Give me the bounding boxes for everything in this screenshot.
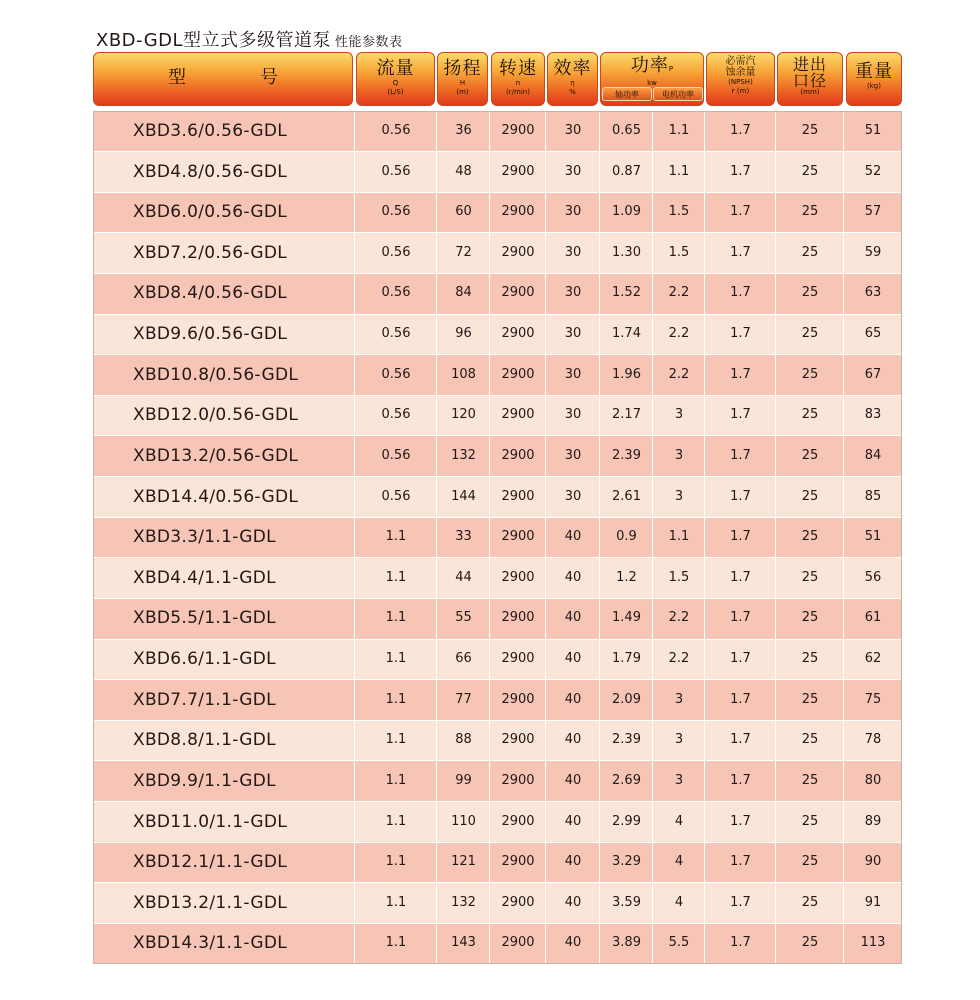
cell-motor-power: 4 (674, 894, 684, 910)
cell-shaft-power: 1.2 (616, 569, 637, 585)
cell-shaft-power: 2.39 (612, 732, 641, 748)
cell-speed: 2900 (501, 488, 535, 504)
performance-table (93, 111, 902, 964)
cell-npsh: 1.7 (730, 366, 751, 382)
cell-npsh: 1.7 (730, 732, 751, 748)
cell-efficiency: 40 (564, 569, 582, 585)
cell-speed: 2900 (501, 813, 535, 829)
cell-shaft-power: 0.65 (612, 123, 641, 138)
cell-head: 110 (451, 813, 476, 829)
cell-efficiency: 30 (564, 123, 582, 138)
cell-model: XBD13.2/1.1-GDL (133, 892, 288, 913)
cell-motor-power: 3 (674, 732, 684, 748)
cell-flow: 0.56 (381, 447, 411, 463)
cell-bore: 25 (801, 244, 819, 260)
cell-speed: 2900 (501, 123, 535, 138)
cell-head: 55 (455, 610, 472, 626)
cell-speed: 2900 (501, 894, 535, 910)
cell-model: XBD10.8/0.56-GDL (133, 364, 299, 385)
cell-weight: 56 (864, 569, 882, 585)
cell-model: XBD9.9/1.1-GDL (133, 770, 276, 791)
cell-bore: 25 (801, 935, 819, 951)
cell-efficiency: 40 (564, 772, 582, 788)
cell-speed: 2900 (501, 447, 535, 463)
cell-shaft-power: 3.59 (612, 894, 641, 910)
cell-flow: 0.56 (381, 488, 411, 504)
cell-flow: 1.1 (385, 732, 407, 748)
header-weight (846, 52, 902, 106)
cell-npsh: 1.7 (730, 204, 751, 220)
cell-npsh: 1.7 (730, 407, 751, 423)
cell-flow: 1.1 (385, 854, 407, 870)
cell-head: 108 (451, 366, 476, 382)
header-head-label: 扬程 (443, 58, 482, 79)
cell-speed: 2900 (501, 244, 535, 260)
cell-weight: 63 (864, 285, 882, 301)
cell-shaft-power: 2.17 (612, 407, 641, 423)
header-model (93, 52, 353, 106)
cell-speed: 2900 (501, 732, 535, 748)
header-power-unit: P (668, 65, 674, 73)
cell-shaft-power: 2.69 (612, 772, 641, 788)
cell-weight: 84 (864, 447, 882, 463)
header-npsh-line4: r (m) (731, 87, 750, 95)
table-frame (93, 111, 902, 964)
title-main: XBD-GDL型立式多级管道泵 (96, 30, 332, 51)
cell-speed: 2900 (501, 691, 535, 707)
cell-npsh: 1.7 (730, 244, 751, 260)
header-weight-unit: (kg) (867, 82, 881, 90)
cell-motor-power: 1.1 (668, 163, 690, 179)
cell-efficiency: 30 (564, 326, 582, 342)
cell-bore: 25 (801, 813, 819, 829)
cell-efficiency: 30 (564, 163, 582, 179)
header-shaft-power: 轴功率 (602, 87, 652, 101)
cell-bore: 25 (801, 691, 819, 707)
cell-motor-power: 3 (674, 407, 684, 423)
cell-npsh: 1.7 (730, 691, 751, 707)
header-speed-unit: n (515, 79, 521, 87)
header-flow (356, 52, 435, 106)
cell-weight: 52 (864, 163, 882, 179)
cell-motor-power: 2.2 (668, 651, 690, 667)
cell-weight: 85 (864, 488, 882, 504)
cell-bore: 25 (801, 407, 819, 423)
cell-efficiency: 30 (564, 204, 582, 220)
cell-speed: 2900 (501, 285, 535, 301)
cell-shaft-power: 2.99 (612, 813, 641, 829)
cell-motor-power: 3 (674, 447, 684, 463)
cell-motor-power: 1.5 (668, 569, 690, 585)
header-head-unit: H (459, 79, 466, 87)
cell-efficiency: 40 (564, 691, 582, 707)
header-efficiency (547, 52, 598, 106)
cell-flow: 0.56 (381, 285, 411, 301)
cell-shaft-power: 2.39 (612, 447, 641, 463)
cell-bore: 25 (801, 366, 819, 382)
cell-bore: 25 (801, 326, 819, 342)
cell-bore: 25 (801, 854, 819, 870)
header-head (437, 52, 488, 106)
cell-weight: 67 (864, 366, 882, 382)
cell-bore: 25 (801, 894, 819, 910)
cell-weight: 62 (864, 651, 882, 667)
cell-npsh: 1.7 (730, 326, 751, 342)
cell-model: XBD7.2/0.56-GDL (133, 242, 288, 263)
cell-bore: 25 (801, 610, 819, 626)
title-sub: 性能参数表 (335, 35, 403, 50)
header-efficiency-unit2: % (569, 88, 576, 96)
cell-weight: 113 (860, 935, 886, 951)
cell-motor-power: 4 (674, 813, 684, 829)
cell-speed: 2900 (501, 204, 535, 220)
cell-efficiency: 40 (564, 651, 582, 667)
cell-weight: 83 (864, 407, 882, 423)
cell-weight: 91 (864, 894, 882, 910)
cell-bore: 25 (801, 732, 819, 748)
cell-bore: 25 (801, 569, 819, 585)
cell-motor-power: 3 (674, 691, 684, 707)
cell-model: XBD3.3/1.1-GDL (133, 527, 276, 548)
header-bore (777, 52, 843, 106)
cell-npsh: 1.7 (730, 854, 751, 870)
cell-bore: 25 (801, 488, 819, 504)
cell-efficiency: 40 (564, 894, 582, 910)
cell-shaft-power: 0.9 (616, 529, 637, 545)
cell-head: 143 (451, 935, 476, 951)
cell-motor-power: 1.5 (668, 204, 690, 220)
cell-weight: 51 (864, 529, 882, 545)
cell-model: XBD14.4/0.56-GDL (133, 486, 299, 507)
cell-bore: 25 (801, 163, 819, 179)
cell-flow: 1.1 (385, 569, 407, 585)
cell-head: 60 (455, 204, 472, 220)
cell-flow: 0.56 (381, 204, 411, 220)
cell-model: XBD14.3/1.1-GDL (133, 933, 288, 954)
cell-bore: 25 (801, 651, 819, 667)
cell-bore: 25 (801, 772, 819, 788)
header-motor-power: 电机功率 (653, 87, 703, 101)
cell-speed: 2900 (501, 935, 535, 951)
cell-flow: 0.56 (381, 244, 411, 260)
cell-motor-power: 3 (674, 772, 684, 788)
cell-weight: 65 (864, 326, 882, 342)
cell-motor-power: 1.5 (668, 244, 690, 260)
cell-flow: 1.1 (385, 529, 407, 545)
cell-head: 99 (455, 772, 472, 788)
cell-weight: 57 (864, 204, 882, 220)
cell-bore: 25 (801, 447, 819, 463)
cell-model: XBD6.6/1.1-GDL (133, 649, 276, 670)
cell-npsh: 1.7 (730, 447, 751, 463)
cell-flow: 1.1 (385, 691, 407, 707)
header-flow-label: 流量 (376, 58, 415, 79)
cell-flow: 1.1 (385, 772, 407, 788)
cell-motor-power: 3 (674, 488, 684, 504)
cell-motor-power: 1.1 (668, 529, 690, 545)
cell-efficiency: 40 (564, 854, 582, 870)
cell-model: XBD9.6/0.56-GDL (133, 324, 288, 345)
cell-model: XBD3.6/0.56-GDL (133, 121, 288, 141)
cell-speed: 2900 (501, 326, 535, 342)
cell-shaft-power: 3.89 (612, 935, 641, 951)
cell-npsh: 1.7 (730, 569, 751, 585)
cell-shaft-power: 1.96 (612, 366, 641, 382)
cell-speed: 2900 (501, 407, 535, 423)
cell-shaft-power: 0.87 (612, 163, 641, 179)
cell-speed: 2900 (501, 569, 535, 585)
cell-npsh: 1.7 (730, 935, 751, 951)
cell-flow: 1.1 (385, 651, 407, 667)
cell-npsh: 1.7 (730, 163, 751, 179)
cell-weight: 75 (864, 691, 882, 707)
cell-efficiency: 40 (564, 610, 582, 626)
header-efficiency-label: 效率 (553, 58, 592, 79)
cell-bore: 25 (801, 285, 819, 301)
cell-flow: 1.1 (385, 894, 407, 910)
cell-efficiency: 30 (564, 366, 582, 382)
cell-speed: 2900 (501, 854, 535, 870)
cell-head: 132 (451, 894, 476, 910)
cell-shaft-power: 1.79 (612, 651, 641, 667)
cell-motor-power: 5.5 (668, 935, 690, 951)
cell-head: 144 (451, 488, 476, 504)
cell-head: 96 (455, 326, 472, 342)
cell-bore: 25 (801, 123, 819, 138)
cell-speed: 2900 (501, 163, 535, 179)
cell-flow: 0.56 (381, 366, 411, 382)
cell-shaft-power: 1.30 (612, 244, 641, 260)
header-bore-line1: 进出 (792, 55, 827, 74)
header-npsh-line3: (NPSH) (728, 78, 753, 86)
cell-head: 84 (455, 285, 472, 301)
cell-bore: 25 (801, 204, 819, 220)
cell-speed: 2900 (501, 651, 535, 667)
cell-model: XBD4.4/1.1-GDL (133, 567, 276, 588)
cell-motor-power: 2.2 (668, 366, 690, 382)
header-weight-label: 重量 (855, 61, 893, 82)
header-speed (491, 52, 545, 106)
cell-head: 66 (455, 651, 472, 667)
cell-model: XBD12.1/1.1-GDL (133, 852, 288, 873)
cell-efficiency: 40 (564, 529, 582, 545)
cell-efficiency: 40 (564, 935, 582, 951)
cell-speed: 2900 (501, 772, 535, 788)
cell-head: 120 (451, 407, 476, 423)
cell-model: XBD7.7/1.1-GDL (133, 689, 276, 710)
cell-efficiency: 40 (564, 732, 582, 748)
cell-npsh: 1.7 (730, 772, 751, 788)
cell-head: 48 (455, 163, 472, 179)
header-npsh (706, 52, 775, 106)
cell-model: XBD11.0/1.1-GDL (133, 811, 288, 832)
cell-weight: 51 (864, 123, 882, 138)
cell-weight: 59 (864, 244, 882, 260)
cell-head: 132 (451, 447, 476, 463)
cell-flow: 1.1 (385, 610, 407, 626)
header-head-unit2: (m) (456, 88, 469, 96)
cell-shaft-power: 1.49 (612, 610, 641, 626)
header-speed-label: 转速 (499, 58, 537, 79)
cell-speed: 2900 (501, 366, 535, 382)
cell-weight: 78 (864, 732, 882, 748)
cell-flow: 1.1 (385, 813, 407, 829)
cell-shaft-power: 1.52 (612, 285, 641, 301)
header-model-label: 型 号 (168, 67, 306, 88)
cell-shaft-power: 1.09 (612, 204, 641, 220)
cell-motor-power: 4 (674, 854, 684, 870)
page-title (96, 26, 403, 52)
cell-npsh: 1.7 (730, 894, 751, 910)
header-power (600, 52, 704, 106)
header-bore-line2: 口径 (792, 71, 827, 90)
cell-npsh: 1.7 (730, 651, 751, 667)
cell-npsh: 1.7 (730, 285, 751, 301)
header-npsh-line2: 蚀余量 (725, 67, 756, 78)
cell-npsh: 1.7 (730, 813, 751, 829)
cell-weight: 80 (864, 772, 882, 788)
header-flow-unit2: (L/S) (387, 88, 404, 96)
cell-model: XBD4.8/0.56-GDL (133, 161, 288, 182)
cell-head: 44 (455, 569, 472, 585)
cell-efficiency: 30 (564, 488, 582, 504)
cell-head: 77 (455, 691, 472, 707)
cell-motor-power: 2.2 (668, 285, 690, 301)
header-speed-unit2: (r/min) (506, 88, 530, 96)
cell-head: 88 (455, 732, 472, 748)
cell-shaft-power: 3.29 (612, 854, 641, 870)
header-power-unit2: kw (647, 79, 657, 87)
header-efficiency-unit: η (570, 79, 575, 87)
cell-motor-power: 1.1 (668, 123, 690, 138)
cell-model: XBD8.4/0.56-GDL (133, 283, 288, 304)
cell-efficiency: 30 (564, 407, 582, 423)
header-flow-unit: Q (392, 79, 399, 87)
header-bore-unit: (mm) (800, 88, 820, 96)
cell-shaft-power: 2.61 (612, 488, 641, 504)
cell-flow: 0.56 (381, 326, 411, 342)
cell-model: XBD5.5/1.1-GDL (133, 608, 276, 629)
cell-npsh: 1.7 (730, 529, 751, 545)
cell-head: 72 (455, 244, 472, 260)
header-power-label-text: 功率 (630, 55, 669, 76)
cell-head: 121 (451, 854, 476, 870)
cell-head: 36 (455, 123, 472, 138)
cell-model: XBD12.0/0.56-GDL (133, 405, 299, 426)
cell-speed: 2900 (501, 529, 535, 545)
header-power-label (601, 56, 703, 79)
header-npsh-line1: 必需汽 (725, 56, 756, 67)
cell-model: XBD13.2/0.56-GDL (133, 445, 299, 466)
cell-npsh: 1.7 (730, 488, 751, 504)
cell-weight: 90 (864, 854, 882, 870)
cell-npsh: 1.7 (730, 610, 751, 626)
cell-shaft-power: 1.74 (612, 326, 641, 342)
cell-model: XBD8.8/1.1-GDL (133, 730, 276, 751)
cell-motor-power: 2.2 (668, 326, 690, 342)
cell-flow: 0.56 (381, 407, 411, 423)
cell-flow: 0.56 (381, 123, 411, 138)
cell-bore: 25 (801, 529, 819, 545)
cell-npsh: 1.7 (730, 123, 751, 138)
cell-model: XBD6.0/0.56-GDL (133, 202, 288, 223)
cell-efficiency: 30 (564, 285, 582, 301)
cell-motor-power: 2.2 (668, 610, 690, 626)
cell-flow: 0.56 (381, 163, 411, 179)
cell-shaft-power: 2.09 (612, 691, 641, 707)
cell-head: 33 (455, 529, 472, 545)
cell-flow: 1.1 (385, 935, 407, 951)
cell-efficiency: 30 (564, 244, 582, 260)
cell-weight: 89 (864, 813, 882, 829)
cell-efficiency: 30 (564, 447, 582, 463)
cell-weight: 61 (864, 610, 882, 626)
cell-efficiency: 40 (564, 813, 582, 829)
cell-speed: 2900 (501, 610, 535, 626)
